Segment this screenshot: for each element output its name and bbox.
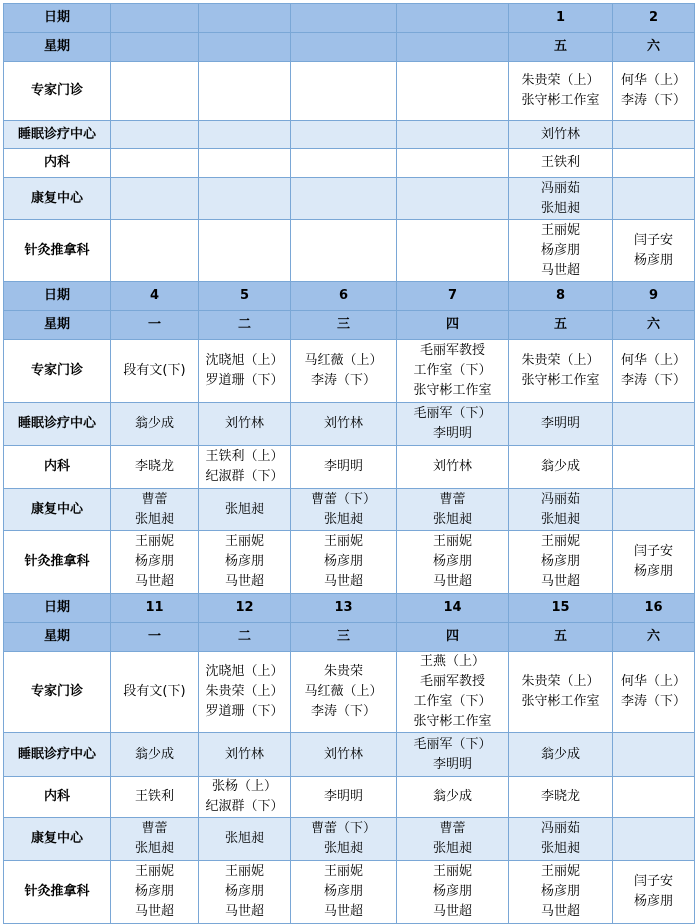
weekday-cell: 二 <box>199 311 291 340</box>
week-2-rehab-row <box>4 489 695 531</box>
doctor-name: 杨彦朋 <box>224 884 264 899</box>
date-cell: 16 <box>613 594 695 623</box>
row-label-weekday: 星期 <box>4 33 111 62</box>
doctor-name: 翁少成 <box>134 416 174 431</box>
doctor-name: 张旭昶 <box>323 511 363 527</box>
sleep-cell <box>509 121 613 149</box>
acupuncture-cell <box>291 531 397 594</box>
sleep-cell <box>291 403 397 446</box>
doctor-name: 张旭昶 <box>134 511 174 527</box>
row-label-weekday: 星期 <box>4 623 111 652</box>
doctor-name: 王丽妮 <box>323 864 363 879</box>
acupuncture-cell <box>509 861 613 924</box>
doctor-name: 马世超 <box>540 904 580 919</box>
doctor-name: 李明明 <box>432 756 472 772</box>
date-cell <box>397 4 509 33</box>
doctor-name: 工作室（下） <box>413 363 492 378</box>
doctor-name: 马世超 <box>134 904 174 919</box>
weekday-cell <box>291 33 397 62</box>
doctor-name: 李明明 <box>323 459 363 474</box>
week-2-internal-row <box>4 446 695 489</box>
internal-cell <box>111 446 199 489</box>
row-label-date: 日期 <box>4 4 111 33</box>
doctor-name: 毛丽军（下） <box>413 406 492 421</box>
doctor-name: 罗道珊（下） <box>205 704 284 719</box>
row-label-sleep: 睡眠诊疗中心 <box>4 403 111 446</box>
week-1-sleep-row <box>4 121 695 149</box>
weekday-cell: 二 <box>199 623 291 652</box>
doctor-name: 朱贵荣（上） <box>521 674 600 689</box>
doctor-name: 曹蕾（下） <box>310 821 376 836</box>
doctor-name: 杨彦朋 <box>432 884 472 899</box>
expert-cell <box>199 340 291 403</box>
doctor-name: 刘竹林 <box>540 126 580 142</box>
row-label-date: 日期 <box>4 594 111 623</box>
doctor-name: 张旭昶 <box>540 841 580 856</box>
acupuncture-cell <box>397 531 509 594</box>
weekday-cell <box>199 33 291 62</box>
acupuncture-cell <box>111 220 199 282</box>
expert-cell <box>111 62 199 121</box>
rehab-cell <box>291 818 397 861</box>
doctor-name: 李晓龙 <box>540 789 580 804</box>
expert-cell <box>397 62 509 121</box>
sleep-cell <box>509 403 613 446</box>
acupuncture-cell <box>291 220 397 282</box>
sleep-cell <box>509 733 613 777</box>
doctor-name: 翁少成 <box>540 746 580 762</box>
week-1-weekday-row <box>4 33 695 62</box>
doctor-name: 马世超 <box>323 574 363 589</box>
doctor-name: 朱贵荣（上） <box>521 353 600 368</box>
doctor-name: 张旭昶 <box>224 831 264 846</box>
sleep-cell <box>397 403 509 446</box>
rehab-cell <box>199 818 291 861</box>
sleep-cell <box>111 121 199 149</box>
acupuncture-cell <box>613 861 695 924</box>
doctor-name: 何华（上） <box>620 353 686 368</box>
doctor-name: 闫子安 <box>633 874 673 889</box>
expert-cell <box>509 62 613 121</box>
acupuncture-cell <box>509 531 613 594</box>
expert-cell <box>199 652 291 733</box>
doctor-name: 马世超 <box>224 904 264 919</box>
internal-cell <box>111 777 199 818</box>
schedule-body <box>4 4 695 924</box>
internal-cell <box>199 446 291 489</box>
weekday-cell: 五 <box>509 33 613 62</box>
sleep-cell <box>397 121 509 149</box>
weekday-cell: 一 <box>111 623 199 652</box>
date-cell: 13 <box>291 594 397 623</box>
internal-cell <box>613 446 695 489</box>
doctor-name: 冯丽茹 <box>540 180 580 196</box>
week-2-weekday-row <box>4 311 695 340</box>
acupuncture-cell <box>613 531 695 594</box>
doctor-name: 王丽妮 <box>432 534 472 549</box>
week-3-internal-row <box>4 777 695 818</box>
week-2-acupuncture-row <box>4 531 695 594</box>
rehab-cell <box>613 178 695 220</box>
doctor-name: 冯丽茹 <box>540 491 580 507</box>
doctor-name: 冯丽茹 <box>540 821 580 836</box>
rehab-cell <box>613 818 695 861</box>
doctor-name: 刘竹林 <box>224 746 264 762</box>
doctor-name: 马世超 <box>224 574 264 589</box>
acupuncture-cell <box>199 220 291 282</box>
rehab-cell <box>509 178 613 220</box>
doctor-name: 杨彦朋 <box>323 884 363 899</box>
expert-cell <box>613 340 695 403</box>
sleep-cell <box>291 733 397 777</box>
date-cell <box>199 4 291 33</box>
sleep-cell <box>397 733 509 777</box>
doctor-name: 朱贵荣 <box>323 664 363 679</box>
sleep-cell <box>613 403 695 446</box>
doctor-name: 张旭昶 <box>432 511 472 527</box>
date-cell: 7 <box>397 282 509 311</box>
weekday-cell: 六 <box>613 623 695 652</box>
week-1-expert-row <box>4 62 695 121</box>
doctor-name: 马世超 <box>432 574 472 589</box>
expert-cell <box>111 340 199 403</box>
internal-cell <box>199 777 291 818</box>
internal-cell <box>613 149 695 178</box>
doctor-name: 毛丽军教授 <box>419 674 485 689</box>
date-cell <box>291 4 397 33</box>
weekday-cell <box>111 33 199 62</box>
doctor-name: 曹蕾 <box>439 491 466 507</box>
rehab-cell <box>613 489 695 531</box>
doctor-name: 李涛（下） <box>620 694 686 709</box>
internal-cell <box>509 446 613 489</box>
doctor-name: 马世超 <box>432 904 472 919</box>
doctor-name: 张旭昶 <box>134 841 174 856</box>
doctor-name: 张守彬工作室 <box>413 383 492 398</box>
doctor-name: 曹蕾（下） <box>310 491 376 507</box>
doctor-name: 曹蕾 <box>141 821 168 836</box>
row-label-rehab: 康复中心 <box>4 818 111 861</box>
doctor-name: 杨彦朋 <box>633 252 673 268</box>
expert-cell <box>509 652 613 733</box>
doctor-name: 张守彬工作室 <box>521 373 600 388</box>
expert-cell <box>291 62 397 121</box>
week-3-expert-row <box>4 652 695 733</box>
weekday-cell: 四 <box>397 623 509 652</box>
rehab-cell <box>291 489 397 531</box>
doctor-name: 马红薇（上） <box>304 353 383 368</box>
doctor-name: 毛丽军（下） <box>413 736 492 752</box>
internal-cell <box>397 777 509 818</box>
row-label-weekday: 星期 <box>4 311 111 340</box>
doctor-name: 工作室（下） <box>413 694 492 709</box>
rehab-cell <box>397 489 509 531</box>
doctor-name: 曹蕾 <box>439 821 466 836</box>
doctor-name: 何华（上） <box>620 73 686 88</box>
acupuncture-cell <box>613 220 695 282</box>
rehab-cell <box>199 178 291 220</box>
doctor-name: 朱贵荣（上） <box>205 684 284 699</box>
expert-cell <box>397 340 509 403</box>
doctor-name: 闫子安 <box>633 544 673 559</box>
doctor-name: 王丽妮 <box>134 534 174 549</box>
internal-cell <box>397 149 509 178</box>
doctor-name: 杨彦朋 <box>540 884 580 899</box>
week-1-internal-row <box>4 149 695 178</box>
weekday-cell <box>397 33 509 62</box>
week-2-expert-row <box>4 340 695 403</box>
doctor-name: 马世超 <box>540 262 580 278</box>
internal-cell <box>613 777 695 818</box>
row-label-expert: 专家门诊 <box>4 62 111 121</box>
weekday-cell: 六 <box>613 311 695 340</box>
row-label-internal: 内科 <box>4 777 111 818</box>
doctor-name: 段有文(下) <box>123 684 186 699</box>
doctor-name: 张旭昶 <box>540 511 580 527</box>
doctor-name: 马世超 <box>540 574 580 589</box>
internal-cell <box>291 777 397 818</box>
internal-cell <box>111 149 199 178</box>
doctor-name: 王丽妮 <box>540 534 580 549</box>
doctor-name: 杨彦朋 <box>134 554 174 569</box>
weekday-cell: 三 <box>291 623 397 652</box>
rehab-cell <box>111 818 199 861</box>
row-label-acupuncture: 针灸推拿科 <box>4 861 111 924</box>
date-cell: 12 <box>199 594 291 623</box>
weekday-cell: 六 <box>613 33 695 62</box>
acupuncture-cell <box>397 861 509 924</box>
week-1-acupuncture-row <box>4 220 695 282</box>
doctor-name: 何华（上） <box>620 674 686 689</box>
acupuncture-cell <box>111 861 199 924</box>
date-cell: 4 <box>111 282 199 311</box>
doctor-name: 张旭昶 <box>540 200 580 216</box>
internal-cell <box>397 446 509 489</box>
row-label-date: 日期 <box>4 282 111 311</box>
doctor-name: 刘竹林 <box>224 416 264 431</box>
expert-cell <box>199 62 291 121</box>
acupuncture-cell <box>111 531 199 594</box>
doctor-name: 李涛（下） <box>620 373 686 388</box>
week-3-date-row <box>4 594 695 623</box>
sleep-cell <box>111 733 199 777</box>
doctor-name: 王铁利 <box>134 789 174 804</box>
row-label-acupuncture: 针灸推拿科 <box>4 531 111 594</box>
date-cell: 8 <box>509 282 613 311</box>
acupuncture-cell <box>199 861 291 924</box>
doctor-name: 张旭昶 <box>323 841 363 856</box>
doctor-name: 刘竹林 <box>432 459 472 474</box>
date-cell: 15 <box>509 594 613 623</box>
rehab-cell <box>509 818 613 861</box>
expert-cell <box>291 652 397 733</box>
doctor-name: 翁少成 <box>134 746 174 762</box>
date-cell: 5 <box>199 282 291 311</box>
sleep-cell <box>111 403 199 446</box>
doctor-name: 张杨（上） <box>211 779 277 794</box>
expert-cell <box>613 62 695 121</box>
doctor-name: 李涛（下） <box>620 93 686 108</box>
rehab-cell <box>199 489 291 531</box>
doctor-name: 王丽妮 <box>432 864 472 879</box>
doctor-name: 王铁利 <box>540 155 580 170</box>
acupuncture-cell <box>509 220 613 282</box>
doctor-name: 王铁利（上） <box>205 449 284 464</box>
row-label-rehab: 康复中心 <box>4 489 111 531</box>
row-label-expert: 专家门诊 <box>4 652 111 733</box>
doctor-name: 刘竹林 <box>323 416 363 431</box>
doctor-name: 罗道珊（下） <box>205 373 284 388</box>
weekday-cell: 一 <box>111 311 199 340</box>
doctor-name: 杨彦朋 <box>540 242 580 258</box>
doctor-name: 沈晓旭（上） <box>205 353 284 368</box>
row-label-sleep: 睡眠诊疗中心 <box>4 121 111 149</box>
doctor-name: 杨彦朋 <box>540 554 580 569</box>
weekday-cell: 五 <box>509 311 613 340</box>
week-2-sleep-row <box>4 403 695 446</box>
doctor-name: 纪淑群（下） <box>205 799 284 814</box>
doctor-name: 朱贵荣（上） <box>521 73 600 88</box>
row-label-internal: 内科 <box>4 446 111 489</box>
date-cell: 6 <box>291 282 397 311</box>
doctor-name: 翁少成 <box>432 789 472 804</box>
date-cell: 2 <box>613 4 695 33</box>
row-label-sleep: 睡眠诊疗中心 <box>4 733 111 777</box>
doctor-name: 王丽妮 <box>224 864 264 879</box>
row-label-internal: 内科 <box>4 149 111 178</box>
doctor-name: 李明明 <box>323 789 363 804</box>
weekday-cell: 三 <box>291 311 397 340</box>
doctor-name: 马世超 <box>134 574 174 589</box>
sleep-cell <box>613 121 695 149</box>
rehab-cell <box>397 818 509 861</box>
rehab-cell <box>111 178 199 220</box>
week-3-rehab-row <box>4 818 695 861</box>
doctor-name: 王丽妮 <box>134 864 174 879</box>
doctor-name: 张守彬工作室 <box>521 694 600 709</box>
week-1-date-row <box>4 4 695 33</box>
doctor-name: 李涛（下） <box>310 704 376 719</box>
doctor-name: 曹蕾 <box>141 491 168 507</box>
doctor-name: 纪淑群（下） <box>205 469 284 484</box>
doctor-name: 刘竹林 <box>323 746 363 762</box>
doctor-name: 沈晓旭（上） <box>205 664 284 679</box>
date-cell <box>111 4 199 33</box>
doctor-name: 李涛（下） <box>310 373 376 388</box>
acupuncture-cell <box>397 220 509 282</box>
expert-cell <box>397 652 509 733</box>
doctor-name: 闫子安 <box>633 232 673 248</box>
doctor-name: 杨彦朋 <box>633 564 673 579</box>
expert-cell <box>111 652 199 733</box>
row-label-expert: 专家门诊 <box>4 340 111 403</box>
doctor-name: 杨彦朋 <box>224 554 264 569</box>
sleep-cell <box>199 733 291 777</box>
rehab-cell <box>111 489 199 531</box>
weekday-cell: 四 <box>397 311 509 340</box>
week-3-acupuncture-row <box>4 861 695 924</box>
doctor-name: 翁少成 <box>540 459 580 474</box>
rehab-cell <box>509 489 613 531</box>
weekday-cell: 五 <box>509 623 613 652</box>
duty-schedule-table <box>3 3 695 924</box>
doctor-name: 李晓龙 <box>134 459 174 474</box>
doctor-name: 张旭昶 <box>224 501 264 517</box>
internal-cell <box>199 149 291 178</box>
doctor-name: 杨彦朋 <box>323 554 363 569</box>
week-2-date-row <box>4 282 695 311</box>
sleep-cell <box>199 121 291 149</box>
doctor-name: 王丽妮 <box>323 534 363 549</box>
row-label-rehab: 康复中心 <box>4 178 111 220</box>
date-cell: 1 <box>509 4 613 33</box>
doctor-name: 张旭昶 <box>432 841 472 856</box>
date-cell: 14 <box>397 594 509 623</box>
internal-cell <box>509 777 613 818</box>
doctor-name: 李明明 <box>540 416 580 431</box>
doctor-name: 王丽妮 <box>224 534 264 549</box>
doctor-name: 毛丽军教授 <box>419 343 485 358</box>
date-cell: 9 <box>613 282 695 311</box>
doctor-name: 杨彦朋 <box>633 894 673 909</box>
sleep-cell <box>199 403 291 446</box>
acupuncture-cell <box>199 531 291 594</box>
doctor-name: 马红薇（上） <box>304 684 383 699</box>
expert-cell <box>509 340 613 403</box>
doctor-name: 段有文(下) <box>123 363 186 378</box>
internal-cell <box>291 149 397 178</box>
expert-cell <box>291 340 397 403</box>
rehab-cell <box>291 178 397 220</box>
doctor-name: 马世超 <box>323 904 363 919</box>
doctor-name: 杨彦朋 <box>134 884 174 899</box>
sleep-cell <box>291 121 397 149</box>
week-3-sleep-row <box>4 733 695 777</box>
week-1-rehab-row <box>4 178 695 220</box>
doctor-name: 王丽妮 <box>540 864 580 879</box>
doctor-name: 杨彦朋 <box>432 554 472 569</box>
internal-cell <box>509 149 613 178</box>
rehab-cell <box>397 178 509 220</box>
date-cell: 11 <box>111 594 199 623</box>
doctor-name: 王燕（上） <box>419 654 485 669</box>
doctor-name: 王丽妮 <box>540 222 580 238</box>
row-label-acupuncture: 针灸推拿科 <box>4 220 111 282</box>
expert-cell <box>613 652 695 733</box>
acupuncture-cell <box>291 861 397 924</box>
week-3-weekday-row <box>4 623 695 652</box>
internal-cell <box>291 446 397 489</box>
doctor-name: 李明明 <box>432 426 472 441</box>
doctor-name: 张守彬工作室 <box>413 714 492 729</box>
sleep-cell <box>613 733 695 777</box>
doctor-name: 张守彬工作室 <box>521 93 600 108</box>
